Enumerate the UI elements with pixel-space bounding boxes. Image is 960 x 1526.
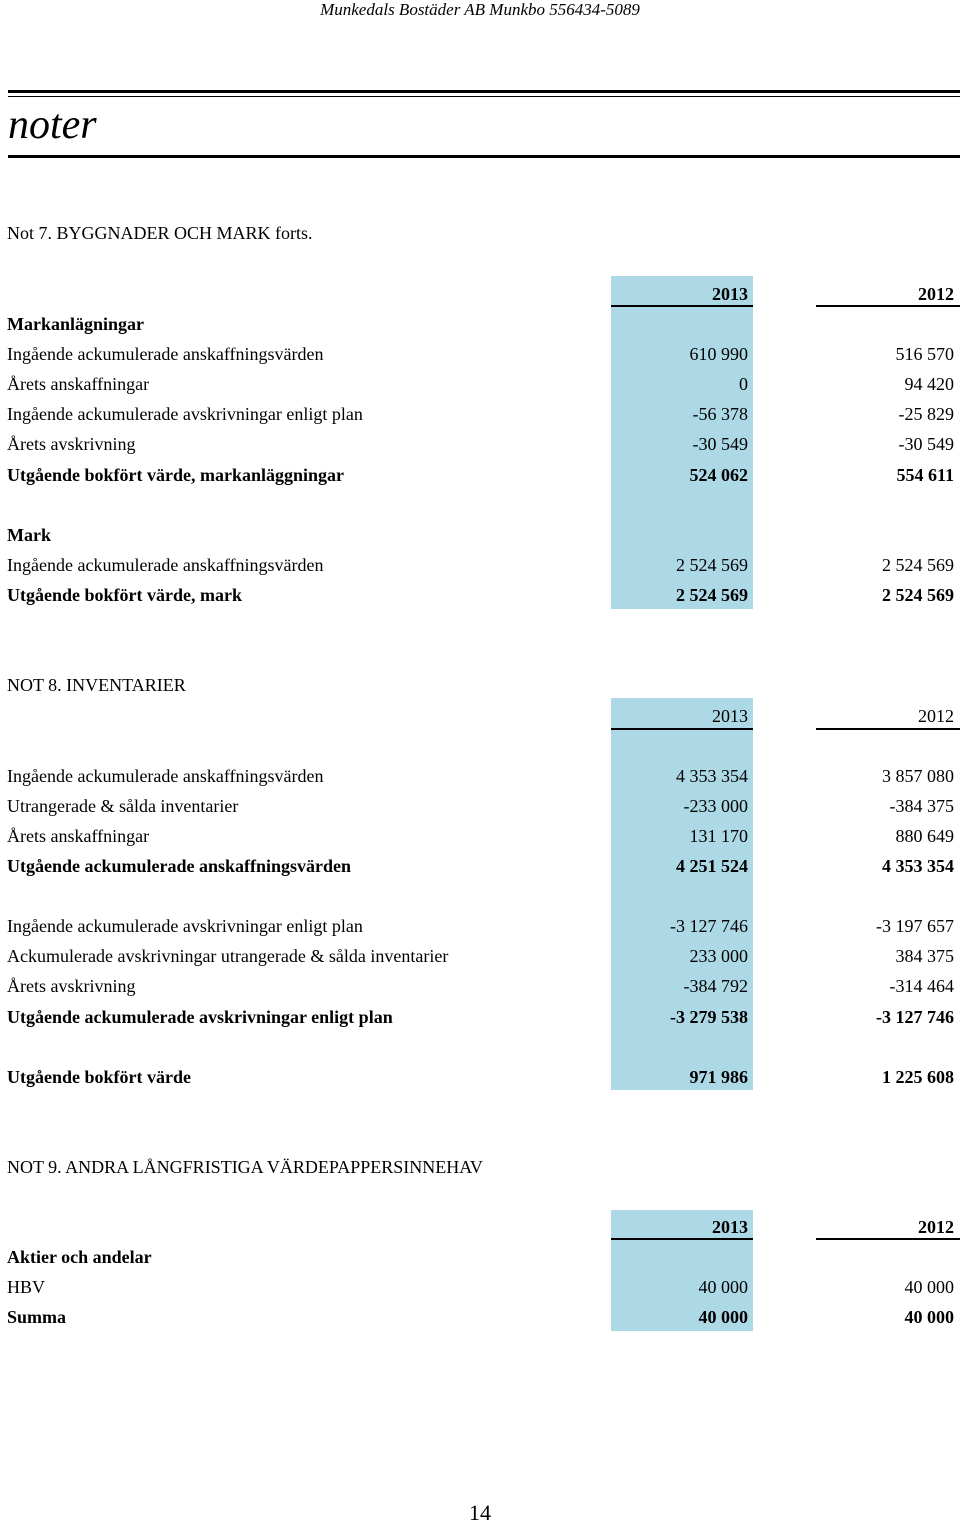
table-row-total: Utgående bokfört värde, mark 2 524 569 2 524 569	[7, 585, 954, 605]
table-row: Årets anskaffningar 0 94 420	[7, 374, 954, 394]
title-rule	[8, 155, 960, 158]
table-row: HBV 40 000 40 000	[7, 1277, 954, 1297]
year-2013: 2013	[712, 284, 748, 304]
year-2012: 2012	[918, 284, 954, 304]
not8-year1-underline	[611, 728, 753, 730]
not7-heading: Not 7. BYGGNADER OCH MARK forts.	[7, 223, 313, 243]
not8-year2-underline	[816, 728, 960, 730]
table-row-total: Utgående ackumulerade avskrivningar enligt plan -3 279 538 -3 127 746	[7, 1007, 954, 1027]
not9-year1-underline	[611, 1238, 753, 1240]
page-title: noter	[8, 102, 97, 148]
table-row: Mark	[7, 525, 51, 545]
year-2012: 2012	[918, 706, 954, 726]
not9-heading: NOT 9. ANDRA LÅNGFRISTIGA VÄRDEPAPPERSINNEHAV	[7, 1157, 483, 1177]
table-row: Markanlägningar	[7, 314, 145, 334]
table-row: Årets anskaffningar 131 170 880 649	[7, 826, 954, 846]
table-row: Ingående ackumulerade anskaffningsvärden 610 990 516 570	[7, 344, 954, 364]
table-row: Ingående ackumulerade anskaffningsvärden 2 524 569 2 524 569	[7, 555, 954, 575]
page-number: 14	[469, 1500, 491, 1525]
header-rule-thick	[8, 90, 960, 93]
table-row: Ingående ackumulerade anskaffningsvärden 4 353 354 3 857 080	[7, 766, 954, 786]
table-row-total: Utgående ackumulerade anskaffningsvärden 4 251 524 4 353 354	[7, 856, 954, 876]
table-row: Ingående ackumulerade avskrivningar enligt plan -56 378 -25 829	[7, 404, 954, 424]
year-2013: 2013	[712, 1217, 748, 1237]
year-2013: 2013	[712, 706, 748, 726]
header-rule-thin	[8, 96, 960, 97]
table-row-total: Utgående bokfört värde 971 986 1 225 608	[7, 1067, 954, 1087]
table-row: Utrangerade & sålda inventarier -233 000 -384 375	[7, 796, 954, 816]
not7-year1-underline	[611, 305, 753, 307]
table-row: Årets avskrivning -30 549 -30 549	[7, 434, 954, 454]
table-row: Årets avskrivning -384 792 -314 464	[7, 976, 954, 996]
year-2012: 2012	[918, 1217, 954, 1237]
not8-year-header	[0, 701, 960, 731]
not7-year2-underline	[816, 305, 960, 307]
table-row-total: Utgående bokfört värde, markanläggningar 524 062 554 611	[7, 465, 954, 485]
document-header: Munkedals Bostäder AB Munkbo 556434-5089	[320, 0, 640, 19]
table-row: Ackumulerade avskrivningar utrangerade & sålda inventarier 233 000 384 375	[7, 946, 954, 966]
table-row-total: Summa 40 000 40 000	[7, 1307, 954, 1327]
table-row: Ingående ackumulerade avskrivningar enligt plan -3 127 746 -3 197 657	[7, 916, 954, 936]
not8-heading: NOT 8. INVENTARIER	[7, 675, 186, 695]
table-row: Aktier och andelar	[7, 1247, 152, 1267]
not9-year2-underline	[816, 1238, 960, 1240]
